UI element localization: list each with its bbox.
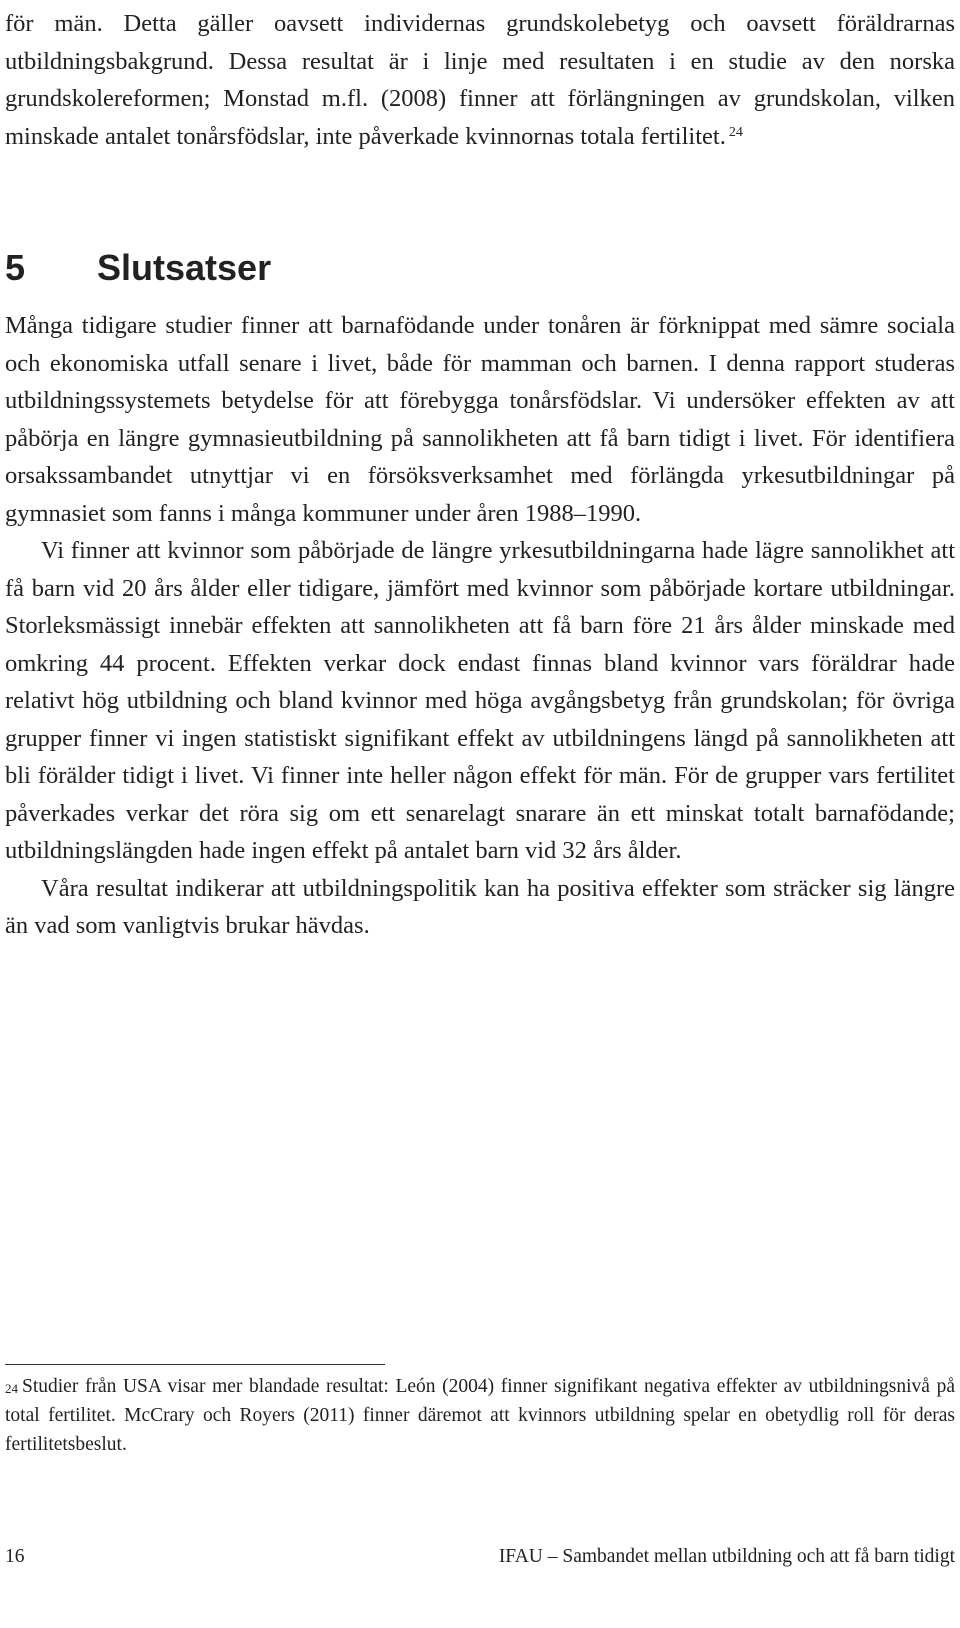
- section-title: Slutsatser: [97, 247, 272, 288]
- footnote-text: Studier från USA visar mer blandade resultat: León (2004) finner signifikant negativa effekter av utbildningsnivå på total fertilitet. McCrary och Royers (2011) finner däremot att kvinnors utbildning spelar en obetydlig roll för deras fertilitetsbeslut.: [5, 1376, 955, 1455]
- section-number: 5: [5, 247, 26, 288]
- footnote-marker: 24: [5, 1381, 18, 1396]
- footnote-separator: [5, 1364, 385, 1365]
- paragraph: Våra resultat indikerar att utbildningspolitik kan ha positiva effekter som sträcker sig längre än vad som vanligtvis brukar hävdas.: [5, 874, 955, 939]
- paragraph: Många tidigare studier finner att barnafödande under tonåren är förknippat med sämre sociala och ekonomiska utfall senare i livet, både för mamman och barnen. I denna rapport studeras utbildningssystemets betydelse för att förebygga tonårsfödslar. Vi undersöker effekten av att påbörja en längre gymnasieutbildning på sannolikheten att få barn tidigt i livet. För identifiera orsakssambandet utnyttjar vi en försöksverksamhet med förlängda yrkesutbildningar på gymnasiet som fanns i många kommuner under åren 1988–1990.: [5, 312, 955, 527]
- footnote-reference[interactable]: 24: [728, 124, 743, 140]
- paragraph-text: [5, 5, 955, 155]
- footnote: [5, 1372, 955, 1459]
- section-body: [5, 307, 955, 945]
- section-heading: [5, 246, 271, 290]
- paragraph-body: för män. Detta gäller oavsett individernas grundskolebetyg och oavsett föräldrarnas utbildningsbakgrund. Dessa resultat är i linje med resultaten i en studie av den norska grundskolereformen; Monstad m.fl. (2008) finner att förlängningen av grundskolan, vilken minskade antalet tonårsfödslar, inte påverkade kvinnornas totala fertilitet.: [5, 10, 955, 150]
- page-number: 16: [5, 1546, 25, 1567]
- continued-paragraph: [5, 5, 955, 155]
- running-title: IFAU – Sambandet mellan utbildning och att få barn tidigt: [498, 1546, 955, 1567]
- paragraph: Vi finner att kvinnor som påbörjade de längre yrkesutbildningarna hade lägre sannolikhet att få barn vid 20 års ålder eller tidigare, jämfört med kvinnor som påbörjade kortare utbildningar. Storleksmässigt innebär effekten att sannolikheten att få barn före 21 års ålder minskade med omkring 44 procent. Effekten verkar dock endast finnas bland kvinnor vars föräldrar hade relativt hög utbildning och bland kvinnor med höga avgångsbetyg från grundskolan; för övriga grupper finner vi ingen statistiskt signifikant effekt av utbildningens längd på sannolikheten att bli förälder tidigt i livet. Vi finner inte heller någon effekt för män. För de grupper vars fertilitet påverkades verkar det röra sig om ett senarelagt snarare än ett minskat totalt barnafödande; utbildningslängden hade ingen effekt på antalet barn vid 32 års ålder.: [5, 537, 955, 864]
